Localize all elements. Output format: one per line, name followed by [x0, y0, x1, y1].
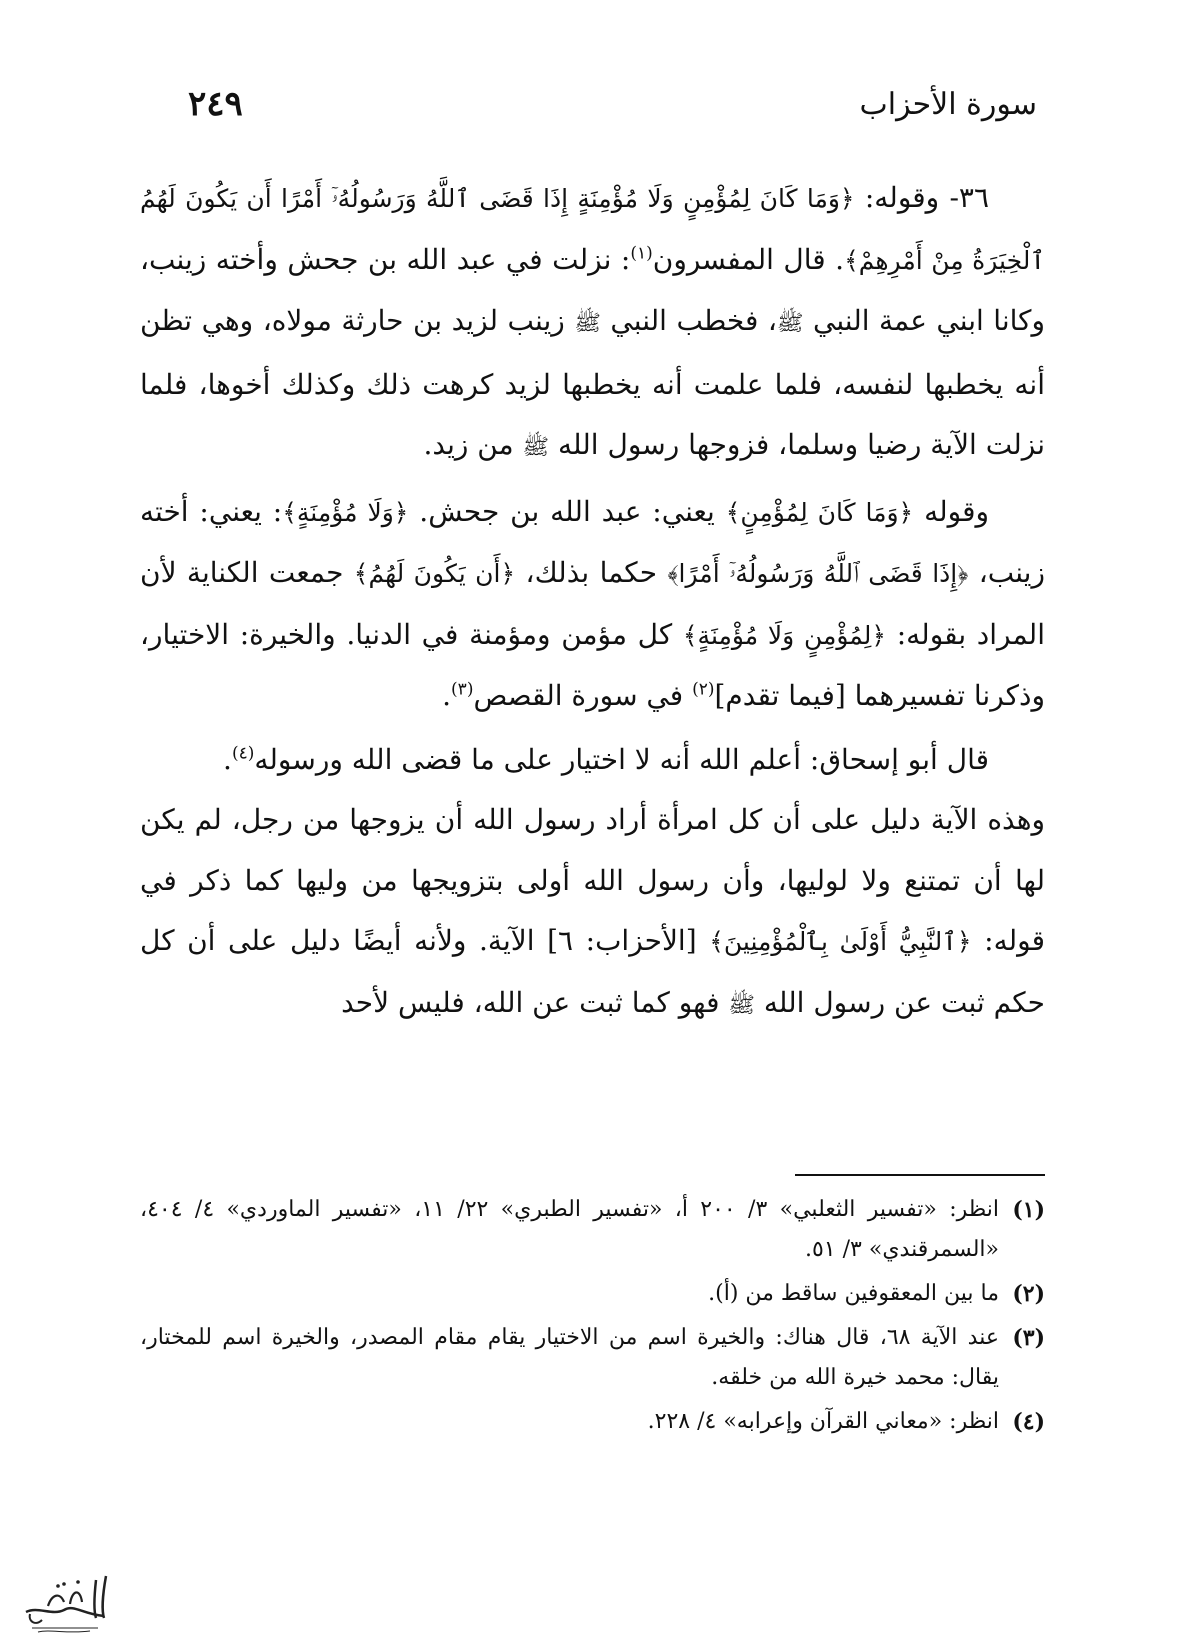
- text-run: وهذه الآية دليل على أن كل امرأة أراد رسول الله أن يزوجها من رجل، لم يكن لها أن تمتنع ولا لوليها، وأن رسول الله أولى بتزويجها من وليها كما ذكر في قوله:: [140, 803, 1045, 957]
- text-run: ٣٦- وقوله:: [854, 181, 989, 214]
- paragraph-2: [140, 482, 1045, 727]
- footnote-text: ما بين المعقوفين ساقط من (أ).: [708, 1281, 999, 1306]
- text-run: من زيد.: [423, 428, 523, 461]
- paragraph-4: [140, 790, 1045, 1036]
- text-run: : يعني: أخته زينب،: [140, 494, 1045, 589]
- footnote-number: (٤): [1012, 1409, 1045, 1435]
- footnote-text: عند الآية ٦٨، قال هناك: والخيرة اسم من الاختيار يقام مقام المصدر، والخيرة اسم للمختار، يقال: محمد خيرة الله من خلقه.: [140, 1325, 999, 1390]
- text-run: . قال المفسرون: [652, 242, 845, 276]
- text-run: : نزلت في عبد الله بن جحش وأخته زينب، وكانا ابني عمة النبي: [140, 242, 1045, 337]
- text-run: وقوله: [913, 494, 989, 528]
- footnote-text: انظر: «معاني القرآن وإعرابه» ٤/ ٢٢٨.: [647, 1409, 999, 1434]
- text-run: جمعت الكناية لأن المراد بقوله:: [140, 556, 1045, 651]
- main-text: [140, 168, 1045, 1036]
- page-number: ٢٤٩: [188, 84, 243, 124]
- page-header: [188, 78, 1037, 130]
- text-run: .: [223, 742, 232, 776]
- footnote-3: [140, 1318, 1045, 1398]
- surah-name: سورة الأحزاب: [859, 86, 1037, 122]
- footnote-ref-1: (١): [630, 243, 653, 264]
- salutation-symbol: ﷺ: [522, 435, 550, 460]
- text-run: فهو كما ثبت عن الله، فليس لأحد: [341, 985, 729, 1019]
- text-run: كل مؤمن ومؤمنة في الدنيا. والخيرة: الاختيار، وذكرنا تفسيرهما [فيما تقدم]: [140, 617, 1045, 712]
- text-run: ، فخطب النبي: [600, 304, 777, 337]
- watermark-logo: [18, 1568, 113, 1638]
- text-run: قال أبو إسحاق: أعلم الله أنه لا اختيار على ما قضى الله ورسوله: [254, 742, 989, 776]
- paragraph-1: [140, 168, 1045, 479]
- footnote-number: (١): [1012, 1197, 1045, 1223]
- footnote-text: انظر: «تفسير الثعلبي» ٣/ ٢٠٠ أ، «تفسير الطبري» ٢٢/ ١١، «تفسير الماوردي» ٤/ ٤٠٤، «السمرقندي» ٣/ ٥١.: [140, 1197, 1000, 1262]
- quran-verse: ﴿وَمَا كَانَ لِمُؤْمِنٍ﴾: [725, 497, 914, 527]
- footnote-number: (٢): [1012, 1281, 1045, 1307]
- salutation-symbol: ﷺ: [728, 992, 755, 1018]
- text-run: [الأحزاب: ٦] الآية. ولأنه أيضًا دليل على أن كل حكم ثبت عن رسول الله: [140, 924, 1045, 1019]
- footnote-number: (٣): [1012, 1325, 1045, 1351]
- quran-verse: ﴿ٱلنَّبِيُّ أَوْلَىٰ بِٱلْمُؤْمِنِينَ﴾: [709, 927, 972, 956]
- paragraph-3: [140, 730, 1045, 791]
- footnote-ref-2: (٢): [692, 679, 715, 700]
- text-run: زينب لزيد بن حارثة مولاه، وهي تظن أنه يخطبها لنفسه، فلما علمت أنه يخطبها لزيد كرهت ذلك وكذلك أخوها، فلما نزلت الآية رضيا وسلما، فزوجها رسول الله: [140, 304, 1045, 461]
- footnote-1: [140, 1190, 1045, 1270]
- footnote-2: [140, 1274, 1045, 1314]
- footnote-ref-3: (٣): [451, 679, 474, 700]
- text-run: .: [442, 679, 452, 712]
- footnote-separator: [795, 1174, 1045, 1176]
- text-run: حكما بذلك،: [515, 556, 668, 589]
- salutation-symbol: ﷺ: [776, 311, 804, 336]
- footnote-ref-4: (٤): [231, 743, 255, 764]
- footnotes: [140, 1190, 1045, 1446]
- text-run: يعني: عبد الله بن جحش.: [408, 494, 726, 528]
- text-run: في سورة القصص: [473, 679, 693, 712]
- quran-verse: ﴿وَمَا كَانَ لِمُؤْمِنٍ وَلَا مُؤْمِنَةٍ إِذَا قَضَى ٱللَّهُ وَرَسُولُهُۥٓ أَمْرًا أَن يَكُونَ لَهُمُ ٱلْخِيَرَةُ مِنْ أَمْرِهِمْ﴾: [140, 184, 1045, 275]
- salutation-symbol: ﷺ: [574, 311, 601, 336]
- footnote-4: [140, 1402, 1045, 1442]
- quran-verse: ﴿إِذَا قَضَى ٱللَّهُ وَرَسُولُهُۥٓ أَمْرًا﴾: [667, 559, 969, 588]
- quran-verse: ﴿لِمُؤْمِنٍ وَلَا مُؤْمِنَةٍ﴾: [682, 620, 887, 650]
- quran-verse: ﴿وَلَا مُؤْمِنَةٍ﴾: [282, 497, 409, 527]
- quran-verse: ﴿أَن يَكُونَ لَهُمُ﴾: [353, 559, 516, 588]
